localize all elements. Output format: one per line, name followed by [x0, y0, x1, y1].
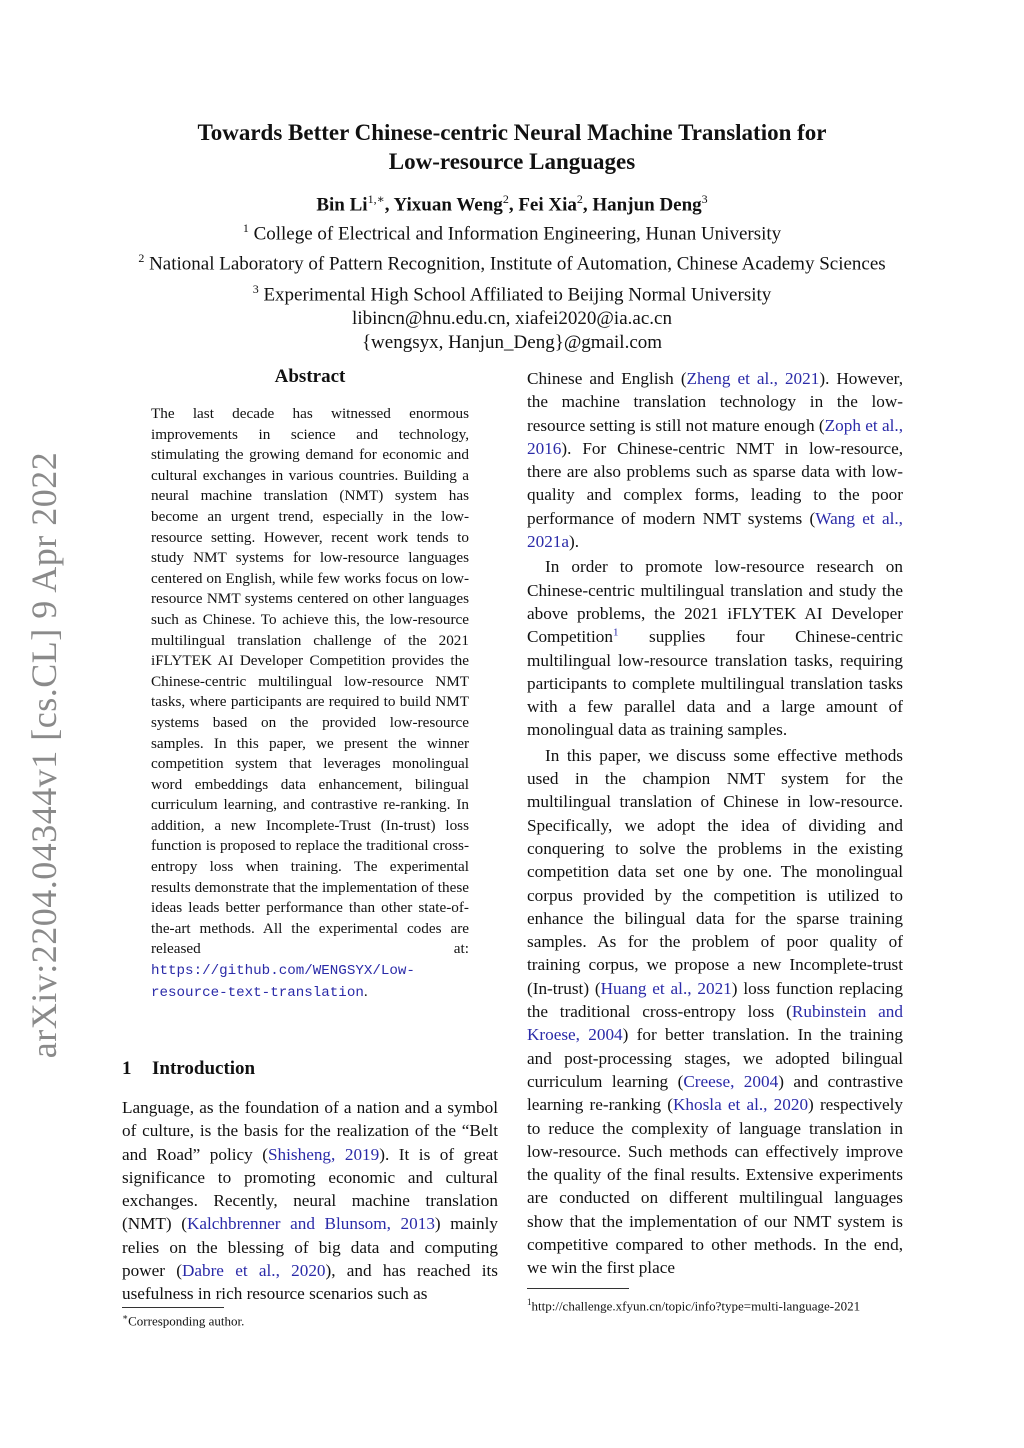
author-mark: 1,∗ — [367, 192, 385, 206]
body-text: ) for better translation. In the training and post-processing stages, we adopted bilingual curriculum learning ( — [527, 1025, 903, 1091]
citation-link[interactable]: Zoph et al., 2016 — [527, 415, 904, 458]
footnote-mark: ∗ — [122, 1312, 129, 1322]
intro-paragraph — [527, 367, 903, 553]
body-text: ). For Chinese-centric NMT in low-resource, there are also problems such as sparse data with low-quality and complex forms, leading to the poor performance of modern NMT systems ( — [527, 438, 903, 528]
author-name: Fei Xia — [518, 194, 577, 216]
affiliation-text: National Laboratory of Pattern Recognition, Institute of Automation, Chinese Academy Sciences — [149, 253, 886, 275]
body-text: ) respectively to reduce the complexity of language translation in low-resource. Such methods can effectively improve the quality of the final results. Extensive experiments are conducted on different multilingual languages show that the implementation of our NMT system is competitive compared to other methods. In the end, we win the first place — [527, 1095, 903, 1278]
citation-link[interactable]: Khosla et al., 2020 — [673, 1095, 809, 1115]
abstract-heading: Abstract — [274, 366, 346, 387]
code-link[interactable]: https://github.com/WENGSYX/Low-resource-text-translation — [151, 963, 415, 1001]
citation-link[interactable]: Creese, 2004 — [683, 1071, 779, 1091]
citation-link[interactable]: Dabre et al., 2020 — [181, 1261, 326, 1281]
citation-link[interactable]: Kalchbrenner and Blunsom, 2013 — [186, 1214, 435, 1234]
body-text: Language, as the foundation of a nation and a symbol of culture, is the basis for the realization of the “Belt and Road” policy ( — [122, 1098, 498, 1164]
email-line: {wengsyx, Hanjun_Deng}@gmail.com — [361, 331, 663, 353]
email-line: libincn@hnu.edu.cn, xiafei2020@ia.ac.cn — [352, 307, 672, 329]
body-text: ). However, the machine translation technology in the low-resource setting is still not mature enough ( — [527, 369, 904, 435]
citation-link[interactable]: Huang et al., 2021 — [600, 978, 732, 998]
footnote-ref[interactable]: 1 — [612, 626, 619, 639]
abstract-text — [151, 404, 469, 1003]
author-mark: 3 — [701, 192, 708, 206]
body-text: ), and has reached its usefulness in rich resource scenarios such as — [122, 1261, 498, 1304]
author-mark: 2 — [502, 192, 509, 206]
body-text: ). It is of great significance to promoting economic and cultural exchanges. Recently, neural machine translation (NMT) ( — [122, 1144, 498, 1234]
body-text: Chinese and English ( — [527, 369, 687, 388]
intro-right-column — [527, 367, 903, 1280]
affiliation-mark: 1 — [242, 221, 249, 235]
body-text: ). — [569, 532, 580, 552]
section-number: 1 — [122, 1058, 132, 1079]
author-list: Bin $Li^{1,∗}$, Yixuan Weng$^2$, Fei Xia$^2$, Hanjun Deng$^3$ — [316, 192, 708, 216]
citation-link[interactable]: Zheng et al., 2021 — [686, 369, 820, 388]
affiliation-text: College of Electrical and Information Engineering, Hunan University — [253, 223, 782, 245]
author-name: Yixuan Weng — [393, 194, 503, 216]
body-text: supplies four Chinese-centric multilingual low-resource translation tasks, requiring participants to complete multilingual translation tasks with a few parallel data and a large amount of monolingual data as training samples. — [527, 627, 903, 740]
footnote-mark: 1 — [527, 1297, 532, 1307]
affiliations — [90, 216, 934, 355]
footnote-corresponding — [122, 1312, 244, 1329]
body-text: ) and contrastive learning re-ranking ( — [527, 1071, 903, 1115]
author-mark: 2 — [576, 192, 583, 206]
arxiv-identifier: arXiv:2204.04344v1 [cs.CL] 9 Apr 2022 — [24, 451, 64, 1059]
footnote-divider — [122, 1307, 224, 1308]
body-text: In order to promote low-resource research on Chinese-centric multilingual translation and study the above problems, the 2021 iFLYTEK AI Developer Competition — [527, 557, 903, 647]
affiliation-line — [90, 216, 934, 246]
citation-link[interactable]: Wang et al., 2021a — [527, 508, 903, 552]
intro-paragraph — [527, 744, 903, 1280]
section-title: Introduction — [152, 1058, 256, 1079]
abstract-body-text: The last decade has witnessed enormous improvements in science and technology, stimulating the growing demand for economic and cultural exchanges in various countries. Building a neural machine translation (NMT) system has become an urgent trend, especially in the low-resource setting. However, recent work tends to study NMT systems for low-resource languages centered on English, while few works focus on low-resource NMT systems centered on other languages such as Chinese. To achieve this, the low-resource multilingual translation challenge of the 2021 iFLYTEK AI Developer Competition provides the Chinese-centric multilingual low-resource NMT tasks, where participants are required to build NMT systems based on the provided low-resource samples. In this paper, we present the winner competition system that leverages monolingual word embeddings data enhancement, bilingual curriculum learning, and contrastive re-ranking. In addition, a new Incomplete-Trust (In-trust) loss function is proposed to replace the traditional cross-entropy loss when training. The experimental results demonstrate that the implementation of these ideas leads better performance than other state-of-the-art methods. All the experimental codes are released at: — [151, 405, 469, 958]
footnote-url — [527, 1294, 903, 1314]
citation-link[interactable]: Shisheng, 2019 — [268, 1144, 380, 1164]
intro-left-paragraph — [122, 1096, 498, 1306]
footnote-divider — [527, 1288, 629, 1289]
section-heading-introduction — [122, 1058, 255, 1080]
author-name: Bin Li — [316, 194, 368, 216]
author-name: Hanjun Deng — [592, 194, 702, 216]
affiliation-mark: 2 — [138, 251, 145, 266]
citation-link[interactable]: Rubinstein and Kroese, 2004 — [527, 1002, 903, 1045]
body-text: In this paper, we discuss some effective methods used in the champion NMT system for the multilingual translation of Chinese in low-resource. Specifically, we adopt the idea of dividing and conquering to solve the problems in the existing competition data set one by one. The monolingual corpus provided by the competition is utilized to enhance the bilingual data for the sparse training samples. As for the problem of poor quality of training corpus, we propose a new Incomplete-trust (In-trust) ( — [527, 745, 903, 998]
intro-paragraph — [527, 555, 903, 741]
paper-title — [120, 118, 904, 176]
arxiv-side-stamp — [14, 451, 74, 1059]
body-text: ) loss function replacing the traditional cross-entropy loss ( — [527, 978, 903, 1022]
affiliation-line — [90, 277, 934, 307]
footnote-text: Corresponding author. — [128, 1313, 245, 1329]
title-line-2: Low-resource Languages — [388, 149, 636, 174]
affiliation-mark: 3 — [252, 281, 259, 296]
affiliation-line — [90, 246, 934, 276]
affiliation-text: Experimental High School Affiliated to Beijing Normal University — [263, 283, 772, 305]
footnote-link[interactable]: http://challenge.xfyun.cn/topic/info?type=multi-language-2021 — [531, 1298, 861, 1314]
body-text: ) mainly relies on the blessing of big data and computing power ( — [122, 1214, 498, 1281]
abstract-end: . — [363, 982, 368, 1000]
title-line-1: Towards Better Chinese-centric Neural Machine Translation for — [197, 120, 827, 145]
